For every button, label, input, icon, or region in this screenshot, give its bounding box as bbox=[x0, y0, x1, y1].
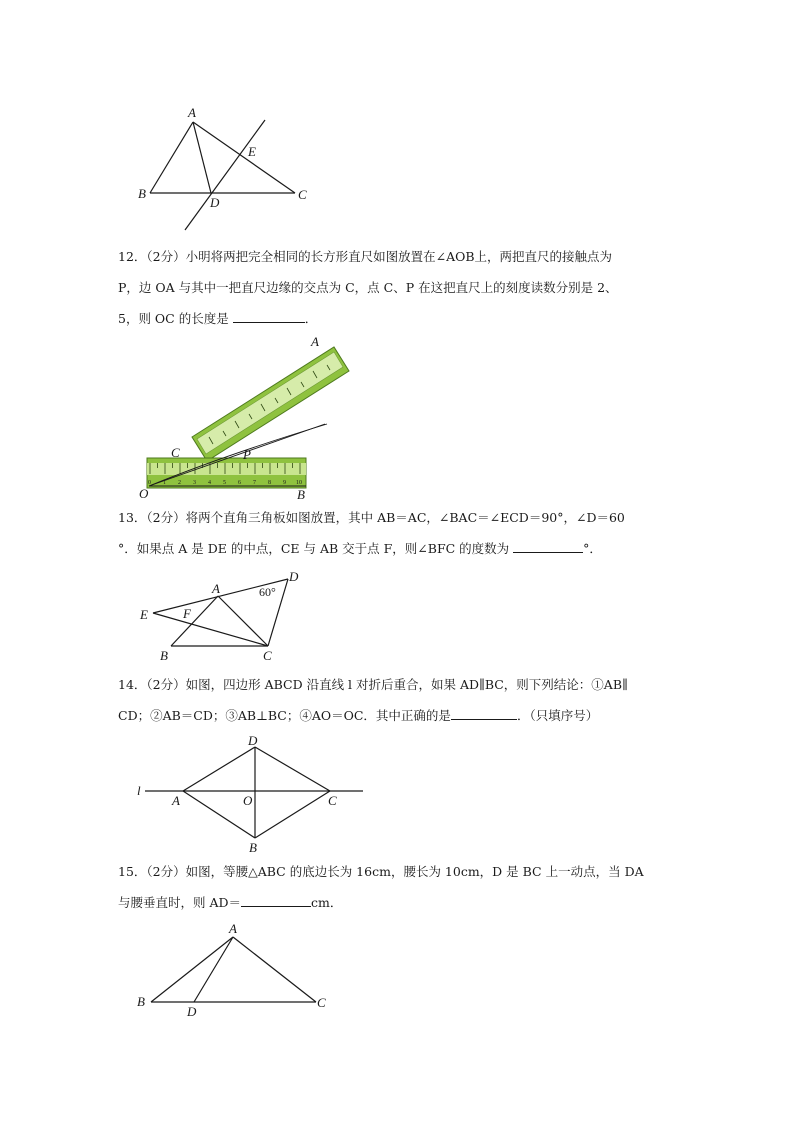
label-b: B bbox=[160, 648, 168, 663]
segment-ad bbox=[194, 937, 233, 1002]
q12-line3-post: ． bbox=[304, 311, 318, 326]
q15-line2-pre: 与腰垂直时，则 AD＝ bbox=[118, 895, 242, 910]
label-b: B bbox=[297, 487, 305, 502]
segment-ab bbox=[151, 937, 233, 1002]
label-l: l bbox=[137, 783, 141, 798]
label-b: B bbox=[137, 994, 145, 1009]
q12-answer-blank[interactable] bbox=[233, 310, 305, 324]
q13-line2-post: °． bbox=[583, 541, 602, 556]
segment-dc bbox=[255, 747, 330, 791]
q15-answer-blank[interactable] bbox=[241, 894, 311, 908]
q13-answer-blank[interactable] bbox=[513, 540, 583, 554]
q12-line1: 小明将两把完全相同的长方形直尺如图放置在∠AOB上，两把直尺的接触点为 bbox=[185, 249, 613, 264]
q15-line1: 如图，等腰△ABC 的底边长为 16cm，腰长为 10cm，D 是 BC 上一动点，当 DA bbox=[185, 864, 644, 879]
ruler-tick-5: 5 bbox=[223, 480, 226, 486]
label-a: A bbox=[172, 793, 180, 808]
label-a: A bbox=[212, 581, 220, 596]
label-e: E bbox=[140, 607, 148, 622]
question-12 bbox=[118, 241, 678, 334]
label-c: C bbox=[317, 995, 326, 1010]
figure-q12 bbox=[135, 333, 365, 503]
label-a: A bbox=[311, 334, 319, 349]
label-c: C bbox=[263, 648, 272, 663]
q13-number: 13． bbox=[118, 510, 147, 525]
label-e: E bbox=[248, 144, 256, 159]
label-a: A bbox=[229, 921, 237, 936]
label-c: C bbox=[171, 445, 180, 460]
segment-ab bbox=[150, 122, 193, 193]
label-o: O bbox=[139, 486, 149, 501]
ruler-tick-9: 9 bbox=[283, 480, 286, 486]
label-d: D bbox=[187, 1004, 197, 1019]
ruler-tick-7: 7 bbox=[253, 480, 256, 486]
q14-line2-pre: CD；②AB＝CD；③AB⊥BC；④AO＝OC．其中正确的是 bbox=[118, 708, 451, 723]
ruler-tick-10: 10 bbox=[296, 480, 302, 486]
ruler-tick-4: 4 bbox=[208, 480, 211, 486]
question-14 bbox=[118, 669, 678, 731]
q14-number: 14． bbox=[118, 677, 147, 692]
ruler-tick-1: 1 bbox=[163, 480, 166, 486]
ruler-tick-0: 0 bbox=[148, 480, 151, 486]
figure-q11 bbox=[130, 100, 330, 235]
label-d: D bbox=[289, 569, 299, 584]
segment-ad bbox=[183, 747, 255, 791]
figure-q13 bbox=[135, 568, 325, 663]
q12-number: 12． bbox=[118, 249, 147, 264]
q13-score: （2分） bbox=[146, 510, 186, 525]
label-c: C bbox=[298, 187, 307, 202]
q15-line2-post: cm． bbox=[311, 895, 343, 910]
label-b: B bbox=[249, 840, 257, 855]
q12-score: （2分） bbox=[146, 249, 186, 264]
q14-line2-post: ．（只填序号） bbox=[516, 708, 599, 723]
ruler-tick-2: 2 bbox=[178, 480, 181, 486]
label-a: A bbox=[188, 105, 196, 120]
q12-line3-pre: 5，则 OC 的长度是 bbox=[118, 311, 229, 326]
label-p: P bbox=[243, 447, 251, 462]
label-f: F bbox=[183, 606, 191, 621]
angle-60-label: 60° bbox=[259, 585, 276, 599]
question-15 bbox=[118, 856, 678, 918]
segment-cb bbox=[255, 791, 330, 838]
q15-number: 15． bbox=[118, 864, 147, 879]
q15-score: （2分） bbox=[146, 864, 186, 879]
segment-ab bbox=[171, 596, 218, 646]
figure-q14 bbox=[133, 733, 373, 853]
q13-line2-pre: °．如果点 A 是 DE 的中点，CE 与 AB 交于点 F，则∠BFC 的度数为 bbox=[118, 541, 510, 556]
ruler-tick-3: 3 bbox=[193, 480, 196, 486]
q14-score: （2分） bbox=[146, 677, 186, 692]
question-13 bbox=[118, 502, 678, 564]
q14-line1: 如图，四边形 ABCD 沿直线 l 对折后重合，如果 AD∥BC，则下列结论：①AB∥ bbox=[185, 677, 628, 692]
ruler-tick-8: 8 bbox=[268, 480, 271, 486]
figure-q15 bbox=[133, 920, 343, 1020]
ruler-horizontal bbox=[147, 458, 306, 488]
label-b: B bbox=[138, 186, 146, 201]
label-c: C bbox=[328, 793, 337, 808]
segment-ac bbox=[233, 937, 316, 1002]
label-o: O bbox=[243, 793, 253, 808]
q14-answer-blank[interactable] bbox=[451, 707, 517, 721]
ruler-tilted bbox=[192, 347, 349, 461]
label-d: D bbox=[248, 733, 258, 748]
q12-line2: P，边 OA 与其中一把直尺边缘的交点为 C，点 C、P 在这把直尺上的刻度读数分别是 2、 bbox=[118, 280, 618, 295]
label-d: D bbox=[210, 195, 220, 210]
ruler-tick-6: 6 bbox=[238, 480, 241, 486]
q13-line1: 将两个直角三角板如图放置，其中 AB＝AC，∠BAC＝∠ECD＝90°，∠D＝60 bbox=[185, 510, 625, 525]
